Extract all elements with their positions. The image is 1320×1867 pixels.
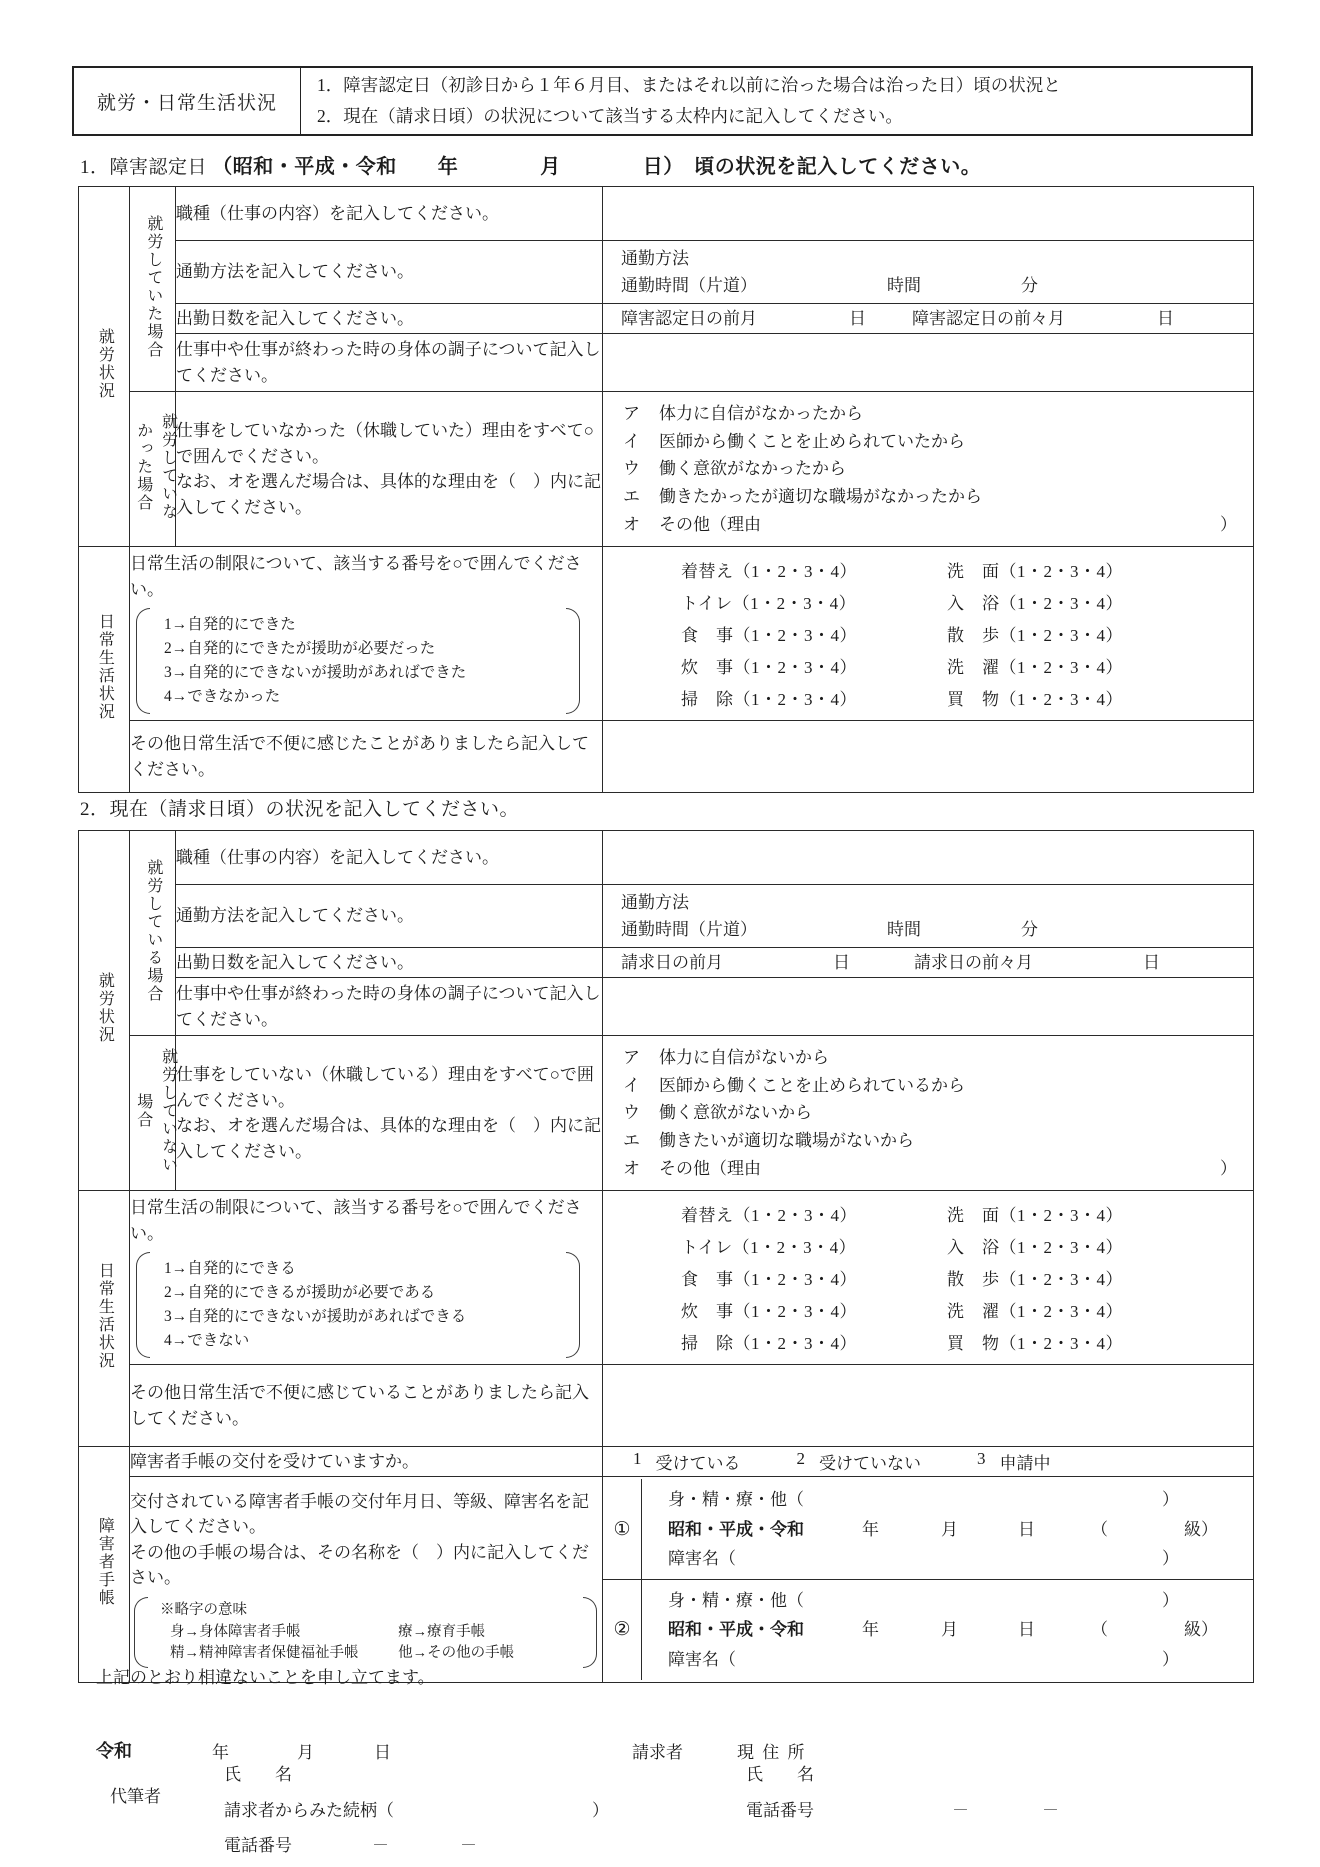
s1-question-daily <box>130 547 603 721</box>
s1-reason-o[interactable] <box>623 511 1243 539</box>
s1-question-commute: 通勤方法を記入してください。 <box>176 241 603 304</box>
s2-question-daily-text: 日常生活の制限について、該当する番号を○で囲んでください。 <box>130 1198 582 1243</box>
techou-label-cell <box>79 1447 130 1683</box>
s2-reason-e[interactable] <box>623 1127 1243 1155</box>
entry-grade-open: （ <box>1091 1620 1108 1640</box>
note-title: ※略字の意味 <box>160 1601 247 1618</box>
s2-answer-job[interactable] <box>603 831 1254 885</box>
legend-item-4: 4→できない <box>164 1332 250 1350</box>
activity-item[interactable] <box>947 1233 1213 1258</box>
section2-employed-case-label-cell <box>130 831 176 1036</box>
work-status-vlabel: 就労状況 <box>96 972 114 1045</box>
activity-name: 買 物 <box>947 690 1000 710</box>
footer-era-label[interactable]: 令和 <box>96 1741 132 1761</box>
entry-disability-close: ） <box>1162 1548 1179 1568</box>
not-employed-case-vlabel: 就労していなかった場合 <box>134 412 177 521</box>
left-bracket-shape <box>134 1597 148 1668</box>
entry-year-label: 年 <box>862 1519 879 1539</box>
s1-answer-reasons[interactable] <box>603 392 1254 547</box>
legend-item-4: 4→できなかった <box>164 688 281 706</box>
reason-key: エ <box>623 1130 640 1150</box>
s2-days-prev-unit: 日 <box>833 953 850 973</box>
activity-item[interactable] <box>947 1297 1213 1322</box>
legend-item-1: 1→自発的にできる <box>164 1260 296 1277</box>
legend-item-1: 1→自発的にできた <box>164 616 296 633</box>
activity-item[interactable] <box>681 589 947 614</box>
left-bracket-shape <box>136 608 150 714</box>
activity-name: トイレ <box>681 594 733 614</box>
form-header-label: 就労・日常生活状況 <box>74 68 301 134</box>
entry-disability-close: ） <box>1162 1649 1179 1669</box>
reason-text: 医師から働くことを止められていたから <box>659 431 965 451</box>
entry-type-close: ） <box>1162 1591 1179 1611</box>
techou-vlabel: 障害者手帳 <box>96 1517 114 1608</box>
s1-reason-i[interactable] <box>623 428 1243 456</box>
s1-days-prev-label: 障害認定日の前月 <box>621 309 757 329</box>
activity-name: 炊 事 <box>681 658 734 678</box>
entry-type-close: ） <box>1162 1490 1179 1510</box>
option-text: 受けている <box>655 1454 741 1474</box>
activity-scale[interactable]: （1・2・3・4） <box>999 1302 1123 1322</box>
s1-question-daily-text: 日常生活の制限について、該当する番号を○で囲んでください。 <box>130 554 582 599</box>
claimant-phone-label: 電話番号 <box>746 1801 814 1820</box>
reason-text: 働きたいが適切な職場がないから <box>659 1130 914 1150</box>
activity-scale[interactable]: （1・2・3・4） <box>733 1302 857 1322</box>
s2-hours-label: 時間 <box>887 920 921 940</box>
entry-disability-label[interactable]: 障害名（ <box>668 1548 736 1568</box>
entry-day-label: 日 <box>1018 1620 1035 1640</box>
activity-item[interactable] <box>681 653 947 678</box>
reason-key: エ <box>623 486 640 506</box>
activity-scale[interactable]: （1・2・3・4） <box>999 690 1123 710</box>
proxy-writer-label: 代筆者 <box>110 1787 161 1806</box>
proxy-name-label: 氏 名 <box>224 1765 292 1784</box>
claimant-name-label: 氏 名 <box>746 1765 814 1784</box>
activity-name: 散 歩 <box>947 626 1000 646</box>
header-instruction-2: 2．現在（請求日頃）の状況について該当する太枠内に記入してください。 <box>317 106 903 126</box>
employed-case-vlabel: 就労している場合 <box>144 858 162 1003</box>
activity-item[interactable] <box>947 589 1213 614</box>
activity-scale[interactable]: （1・2・3・4） <box>733 690 857 710</box>
s2-reason-a[interactable] <box>623 1044 1243 1072</box>
activity-item[interactable] <box>947 557 1213 582</box>
phone-dash: － <box>1042 1801 1059 1820</box>
s2-answer-condition[interactable] <box>603 978 1254 1036</box>
reason-key: オ <box>623 514 640 534</box>
section2-table <box>78 830 1254 1683</box>
section2-not-employed-case-label-cell <box>130 1036 176 1191</box>
employed-case-vlabel: 就労していた場合 <box>144 214 162 359</box>
s1-commute-time-label: 通勤時間（片道） <box>621 276 757 296</box>
entry-month-label: 月 <box>941 1620 958 1640</box>
reason-key: イ <box>623 1075 640 1095</box>
activity-scale[interactable]: （1・2・3・4） <box>999 626 1123 646</box>
activity-name: 食 事 <box>681 1270 734 1290</box>
footer-month-label: 月 <box>297 1743 314 1762</box>
entry-number: ① <box>603 1479 642 1579</box>
activity-scale[interactable]: （1・2・3・4） <box>999 594 1123 614</box>
reason-text: 医師から働くことを止められているから <box>659 1075 965 1095</box>
s2-answer-days[interactable] <box>603 948 1254 978</box>
section1-employed-case-label-cell <box>130 187 176 392</box>
activity-name: 洗 面 <box>947 562 1000 582</box>
activity-item[interactable] <box>681 1297 947 1322</box>
issued-option-3[interactable] <box>977 1449 1051 1474</box>
option-number: 3 <box>977 1449 986 1469</box>
activity-item[interactable] <box>947 621 1213 646</box>
activity-scale[interactable]: （1・2・3・4） <box>999 1206 1123 1226</box>
entry-number: ② <box>603 1580 642 1680</box>
activity-item[interactable] <box>681 1233 947 1258</box>
form-header-instructions <box>301 68 1251 134</box>
legend-item-2: 2→自発的にできたが援助が必要だった <box>164 640 436 658</box>
activity-name: 着替え <box>681 562 734 582</box>
s2-question-reasons-line1: 仕事をしていない（休職している）理由をすべて○で囲んでください。 <box>176 1065 594 1110</box>
note-item-2: 療→療育手帳 <box>398 1623 486 1640</box>
proxy-relation-label: 請求者からみた続柄（ <box>224 1801 394 1820</box>
s1-reason-a[interactable] <box>623 400 1243 428</box>
s1-question-reasons-line1: 仕事をしていなかった（休職していた）理由をすべて○で囲んでください。 <box>176 421 594 466</box>
issued-option-2[interactable] <box>797 1449 922 1474</box>
entry-grade-open: （ <box>1091 1519 1108 1539</box>
s1-commute-method-label: 通勤方法 <box>621 249 689 268</box>
activity-item[interactable] <box>681 557 947 582</box>
address-label: 現 住 所 <box>737 1743 807 1762</box>
activity-item[interactable] <box>681 621 947 646</box>
section1-daily-life-label-cell <box>79 547 130 793</box>
s1-days-prev2-label: 障害認定日の前々月 <box>912 309 1065 329</box>
reason-text: 体力に自信がなかったから <box>659 404 863 424</box>
reason-close-paren: ） <box>1220 514 1237 534</box>
section2-title: 2．現在（請求日頃）の状況を記入してください。 <box>80 799 520 820</box>
legend-item-3: 3→自発的にできないが援助があればできた <box>164 664 467 682</box>
proxy-phone-label: 電話番号 <box>224 1836 292 1855</box>
s1-answer-job[interactable] <box>603 187 1254 241</box>
s2-answer-other[interactable] <box>603 1365 1254 1447</box>
s2-question-commute: 通勤方法を記入してください。 <box>176 885 603 948</box>
activity-scale[interactable]: （1・2・3・4） <box>733 626 857 646</box>
reason-text: その他（理由 <box>659 514 761 534</box>
s1-days-prev2-unit: 日 <box>1157 309 1174 329</box>
activity-scale[interactable]: （1・2・3・4） <box>733 562 857 582</box>
reason-text: その他（理由 <box>659 1158 761 1178</box>
note-item-4: 他→その他の手帳 <box>398 1645 515 1662</box>
s2-days-prev2-label: 請求日の前々月 <box>914 953 1033 973</box>
activity-item[interactable] <box>947 1265 1213 1290</box>
note-item-1: 身→身体障害者手帳 <box>170 1623 301 1640</box>
reason-key: ア <box>623 1048 640 1068</box>
reason-key: ウ <box>623 459 640 479</box>
s1-reason-e[interactable] <box>623 483 1243 511</box>
s2-question-job: 職種（仕事の内容）を記入してください。 <box>176 831 603 885</box>
activity-name: 掃 除 <box>681 690 734 710</box>
section1-title-number: 1．障害認定日 <box>80 157 208 178</box>
activity-name: 食 事 <box>681 626 734 646</box>
entry-year-label: 年 <box>862 1620 879 1640</box>
reason-key: オ <box>623 1158 640 1178</box>
s2-commute-method-label: 通勤方法 <box>621 893 689 912</box>
s2-days-prev2-unit: 日 <box>1143 953 1160 973</box>
footer-day-label: 日 <box>374 1743 391 1762</box>
techou-abbreviation-note <box>134 1597 597 1668</box>
activity-scale[interactable]: （1・2・3・4） <box>999 1334 1123 1354</box>
section1-title <box>80 150 981 179</box>
activity-scale[interactable]: （1・2・3・4） <box>733 1270 857 1290</box>
s2-question-condition: 仕事中や仕事が終わった時の身体の調子について記入してください。 <box>176 978 603 1036</box>
activity-name: トイレ <box>681 1238 733 1258</box>
activity-name: 散 歩 <box>947 1270 1000 1290</box>
s1-question-reasons-line2: なお、オを選んだ場合は、具体的な理由を（ ）内に記入してください。 <box>176 472 601 517</box>
s1-days-prev-unit: 日 <box>849 309 866 329</box>
entry-era-label[interactable]: 昭和・平成・令和 <box>668 1519 804 1539</box>
legend-item-3: 3→自発的にできないが援助があればできる <box>164 1308 467 1326</box>
reason-text: 体力に自信がないから <box>659 1048 829 1068</box>
s2-reason-u[interactable] <box>623 1099 1243 1127</box>
option-number: 2 <box>796 1449 805 1469</box>
entry-grade-label: 級） <box>1184 1620 1218 1640</box>
activity-item[interactable] <box>681 1265 947 1290</box>
s2-reason-i[interactable] <box>623 1072 1243 1100</box>
question-techou-detail-line1: 交付されている障害者手帳の交付年月日、等級、障害名を記入してください。 <box>130 1491 589 1537</box>
activity-name: 着替え <box>681 1206 734 1226</box>
reason-text: 働きたかったが適切な職場がなかったから <box>659 486 982 506</box>
activity-name: 洗 濯 <box>947 1302 1000 1322</box>
s2-question-days: 出勤日数を記入してください。 <box>176 948 603 978</box>
s2-answer-daily-activities[interactable] <box>603 1191 1254 1365</box>
activity-item[interactable] <box>947 1201 1213 1226</box>
activity-name: 洗 濯 <box>947 658 1000 678</box>
question-techou-issued: 障害者手帳の交付を受けていますか。 <box>130 1447 603 1477</box>
s2-question-other: その他日常生活で不便に感じていることがありましたら記入してください。 <box>130 1365 603 1447</box>
activity-item[interactable] <box>947 1329 1213 1354</box>
daily-life-vlabel: 日常生活状況 <box>96 1262 114 1371</box>
proxy-relation-close: ） <box>592 1801 609 1820</box>
answer-techou-detail[interactable] <box>603 1477 1254 1683</box>
right-bracket-shape <box>566 1252 580 1358</box>
header-instruction-1: 1．障害認定日（初診日から１年６月目、またはそれ以前に治った場合は治った日）頃の状況と <box>317 75 1061 96</box>
section1-title-date: （昭和・平成・令和 年 月 日） 頃の状況を記入してください。 <box>212 156 982 178</box>
phone-dash: － <box>952 1801 969 1820</box>
s2-question-reasons <box>176 1036 603 1191</box>
activity-name: 入 浴 <box>947 1238 1000 1258</box>
activity-scale[interactable]: （1・2・3・4） <box>999 1270 1123 1290</box>
work-status-vlabel: 就労状況 <box>96 328 114 401</box>
footer-year-label: 年 <box>212 1743 229 1762</box>
reason-key: ア <box>623 404 640 424</box>
activity-item[interactable] <box>947 685 1213 710</box>
s1-answer-other[interactable] <box>603 721 1254 793</box>
right-bracket-shape <box>566 608 580 714</box>
section2-work-status-label-cell <box>79 831 130 1191</box>
s2-commute-time-label: 通勤時間（片道） <box>621 920 757 940</box>
s2-answer-commute[interactable] <box>603 885 1254 948</box>
activity-name: 入 浴 <box>947 594 1000 614</box>
option-number: 1 <box>633 1449 642 1469</box>
activity-scale[interactable]: （1・2・3・4） <box>999 658 1123 678</box>
answer-techou-issued[interactable] <box>603 1447 1254 1477</box>
activity-item[interactable] <box>681 1201 947 1226</box>
activity-item[interactable] <box>681 685 947 710</box>
s2-question-daily <box>130 1191 603 1365</box>
section1-work-status-label-cell <box>79 187 130 547</box>
activity-scale[interactable]: （1・2・3・4） <box>999 1238 1123 1258</box>
question-techou-detail <box>130 1477 603 1683</box>
activity-scale[interactable]: （1・2・3・4） <box>999 562 1123 582</box>
s1-question-condition: 仕事中や仕事が終わった時の身体の調子について記入してください。 <box>176 334 603 392</box>
s2-answer-reasons[interactable] <box>603 1036 1254 1191</box>
s2-question-reasons-line2: なお、オを選んだ場合は、具体的な理由を（ ）内に記入してください。 <box>176 1116 601 1161</box>
s1-answer-condition[interactable] <box>603 334 1254 392</box>
entry-grade-label: 級） <box>1184 1519 1218 1539</box>
section1-table <box>78 186 1254 793</box>
reason-text: 働く意欲がないから <box>659 1103 812 1123</box>
entry-day-label: 日 <box>1018 1519 1035 1539</box>
daily-life-vlabel: 日常生活状況 <box>96 613 114 722</box>
activity-name: 掃 除 <box>681 1334 734 1354</box>
activity-scale[interactable]: （1・2・3・4） <box>732 1238 857 1258</box>
entry-type-label[interactable]: 身・精・療・他（ <box>668 1490 804 1510</box>
entry-disability-label[interactable]: 障害名（ <box>668 1649 736 1669</box>
option-text: 受けていない <box>819 1454 921 1474</box>
s1-question-job: 職種（仕事の内容）を記入してください。 <box>176 187 603 241</box>
s1-reason-u[interactable] <box>623 455 1243 483</box>
s1-answer-commute[interactable] <box>603 241 1254 304</box>
s2-days-prev-label: 請求日の前月 <box>621 953 723 973</box>
activity-name: 買 物 <box>947 1334 1000 1354</box>
s1-answer-daily-activities[interactable] <box>603 547 1254 721</box>
reason-key: ウ <box>623 1103 640 1123</box>
activity-name: 炊 事 <box>681 1302 734 1322</box>
activity-item[interactable] <box>681 1329 947 1354</box>
s1-daily-legend <box>136 608 580 714</box>
activity-scale[interactable]: （1・2・3・4） <box>733 1334 857 1354</box>
entry-era-label[interactable]: 昭和・平成・令和 <box>668 1620 804 1640</box>
claimant-label: 請求者 <box>632 1743 683 1762</box>
legend-item-2: 2→自発的にできるが援助が必要である <box>164 1284 436 1302</box>
s2-minutes-label: 分 <box>1021 920 1038 940</box>
s1-question-other: その他日常生活で不便に感じたことがありましたら記入してください。 <box>130 721 603 793</box>
question-techou-detail-line2: その他の手帳の場合は、その名称を（ ）内に記入してください。 <box>130 1542 589 1588</box>
entry-month-label: 月 <box>941 1519 958 1539</box>
s1-answer-days[interactable] <box>603 304 1254 334</box>
issued-option-1[interactable] <box>633 1449 741 1474</box>
left-bracket-shape <box>136 1252 150 1358</box>
activity-scale[interactable]: （1・2・3・4） <box>733 658 857 678</box>
phone-dash: － <box>460 1836 477 1855</box>
right-bracket-shape <box>583 1597 597 1668</box>
phone-dash: － <box>372 1836 389 1855</box>
not-employed-case-vlabel: 就労していない場合 <box>134 1047 177 1174</box>
declaration-statement: 上記のとおり相違ないことを申し立てます。 <box>96 1668 435 1687</box>
activity-item[interactable] <box>947 653 1213 678</box>
s1-question-days: 出勤日数を記入してください。 <box>176 304 603 334</box>
s1-question-reasons <box>176 392 603 547</box>
reason-key: イ <box>623 431 640 451</box>
form-header <box>72 66 1253 136</box>
s1-minutes-label: 分 <box>1021 276 1038 296</box>
s2-daily-legend <box>136 1252 580 1358</box>
reason-text: 働く意欲がなかったから <box>659 459 846 479</box>
section2-daily-life-label-cell <box>79 1191 130 1447</box>
note-item-3: 精→精神障害者保健福祉手帳 <box>170 1645 359 1662</box>
reason-close-paren: ） <box>1220 1158 1237 1178</box>
s1-hours-label: 時間 <box>887 276 921 296</box>
section1-not-employed-case-label-cell <box>130 392 176 547</box>
techou-entry-1[interactable] <box>603 1479 1253 1579</box>
activity-scale[interactable]: （1・2・3・4） <box>733 1206 857 1226</box>
option-text: 申請中 <box>999 1454 1051 1474</box>
entry-type-label[interactable]: 身・精・療・他（ <box>668 1591 804 1611</box>
activity-name: 洗 面 <box>947 1206 1000 1226</box>
activity-scale[interactable]: （1・2・3・4） <box>732 594 857 614</box>
techou-entry-2[interactable] <box>603 1579 1253 1680</box>
s2-reason-o[interactable] <box>623 1155 1243 1183</box>
